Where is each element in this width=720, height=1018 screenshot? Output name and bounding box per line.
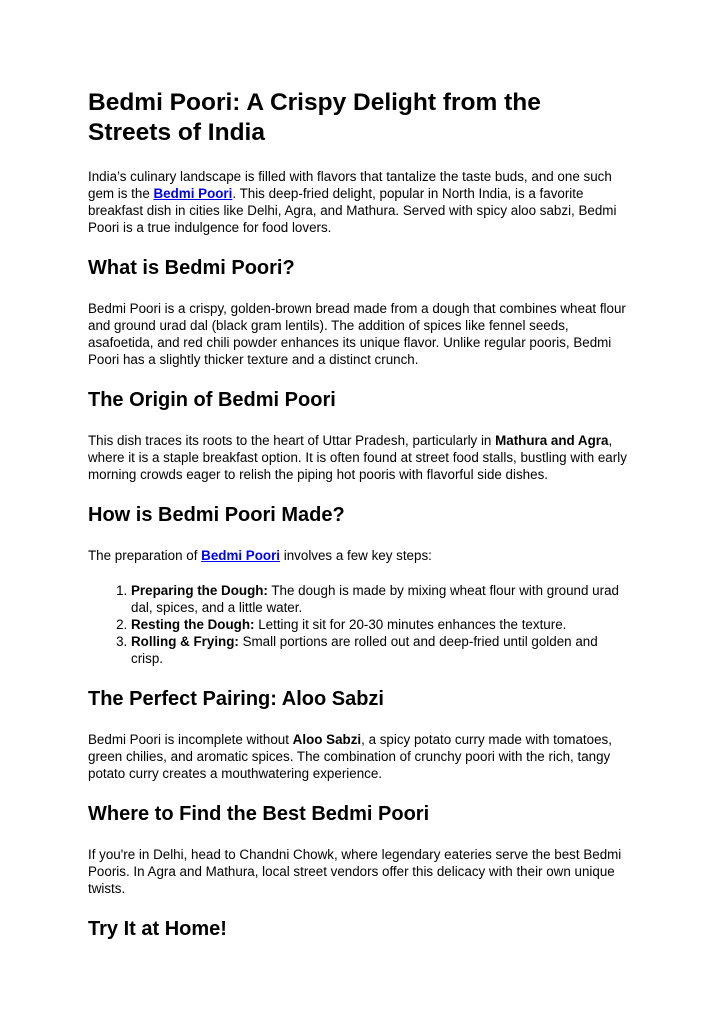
how-text-after: involves a few key steps: (280, 548, 432, 563)
step-text: Small portions are rolled out and deep-fried until golden and crisp. (131, 634, 598, 666)
heading-pairing: The Perfect Pairing: Aloo Sabzi (88, 688, 384, 710)
origin-paragraph (88, 432, 632, 483)
step-label: Rolling & Frying: (131, 634, 239, 649)
step-text: Letting it sit for 20-30 minutes enhances the texture. (254, 617, 567, 632)
origin-text-after: , where it is a staple breakfast option. It is often found at street food stalls, bustling with early morning crowds eager to relish the piping hot pooris with flavorful side dishes. (88, 433, 627, 482)
how-paragraph (88, 547, 632, 564)
pairing-text-after: , a spicy potato curry made with tomatoes, green chilies, and aromatic spices. The combination of crunchy poori with the rich, tangy potato curry creates a mouthwatering experience. (88, 732, 612, 781)
intro-text-before: India’s culinary landscape is filled with flavors that tantalize the taste buds, and one such gem is the (88, 169, 612, 201)
intro-text-after: . This deep-fried delight, popular in North India, is a favorite breakfast dish in cities like Delhi, Agra, and Mathura. Served with spicy aloo sabzi, Bedmi Poori is a true indulgence for food lovers. (88, 186, 617, 235)
where-paragraph: If you're in Delhi, head to Chandni Chowk, where legendary eateries serve the best Bedmi Pooris. In Agra and Mathura, local street vendors offer this delicacy with their own unique twists. (88, 847, 622, 896)
heading-how-made: How is Bedmi Poori Made? (88, 504, 345, 526)
origin-bold-place: Mathura and Agra (495, 433, 609, 448)
heading-try-at-home: Try It at Home! (88, 918, 227, 940)
steps-list (88, 582, 632, 667)
how-text-before: The preparation of (88, 548, 202, 563)
pairing-bold-dish: Aloo Sabzi (292, 732, 362, 747)
page-title: Bedmi Poori: A Crispy Delight from the Streets of India (88, 89, 541, 146)
step-label: Resting the Dough: (131, 617, 255, 632)
bedmi-poori-link-2[interactable]: Bedmi Poori (201, 548, 281, 563)
bedmi-poori-link[interactable]: Bedmi Poori (153, 186, 233, 201)
list-item (131, 616, 632, 633)
step-label: Preparing the Dough: (131, 583, 268, 598)
list-item (131, 582, 632, 616)
pairing-text-before: Bedmi Poori is incomplete without (88, 732, 293, 747)
what-is-paragraph: Bedmi Poori is a crispy, golden-brown bread made from a dough that combines wheat flour and ground urad dal (black gram lentils). The addition of spices like fennel seeds, asafoetida, and red chili powder enhances its unique flavor. Unlike regular pooris, Bedmi Poori has a slightly thicker texture and a distinct crunch. (88, 301, 626, 367)
heading-origin: The Origin of Bedmi Poori (88, 389, 336, 411)
list-item (131, 633, 632, 667)
pairing-paragraph (88, 731, 632, 782)
heading-what-is: What is Bedmi Poori? (88, 257, 295, 279)
intro-paragraph (88, 168, 632, 236)
origin-text-before: This dish traces its roots to the heart of Uttar Pradesh, particularly in (88, 433, 496, 448)
heading-where-to-find: Where to Find the Best Bedmi Poori (88, 803, 430, 825)
step-text: The dough is made by mixing wheat flour with ground urad dal, spices, and a little water. (131, 583, 619, 615)
